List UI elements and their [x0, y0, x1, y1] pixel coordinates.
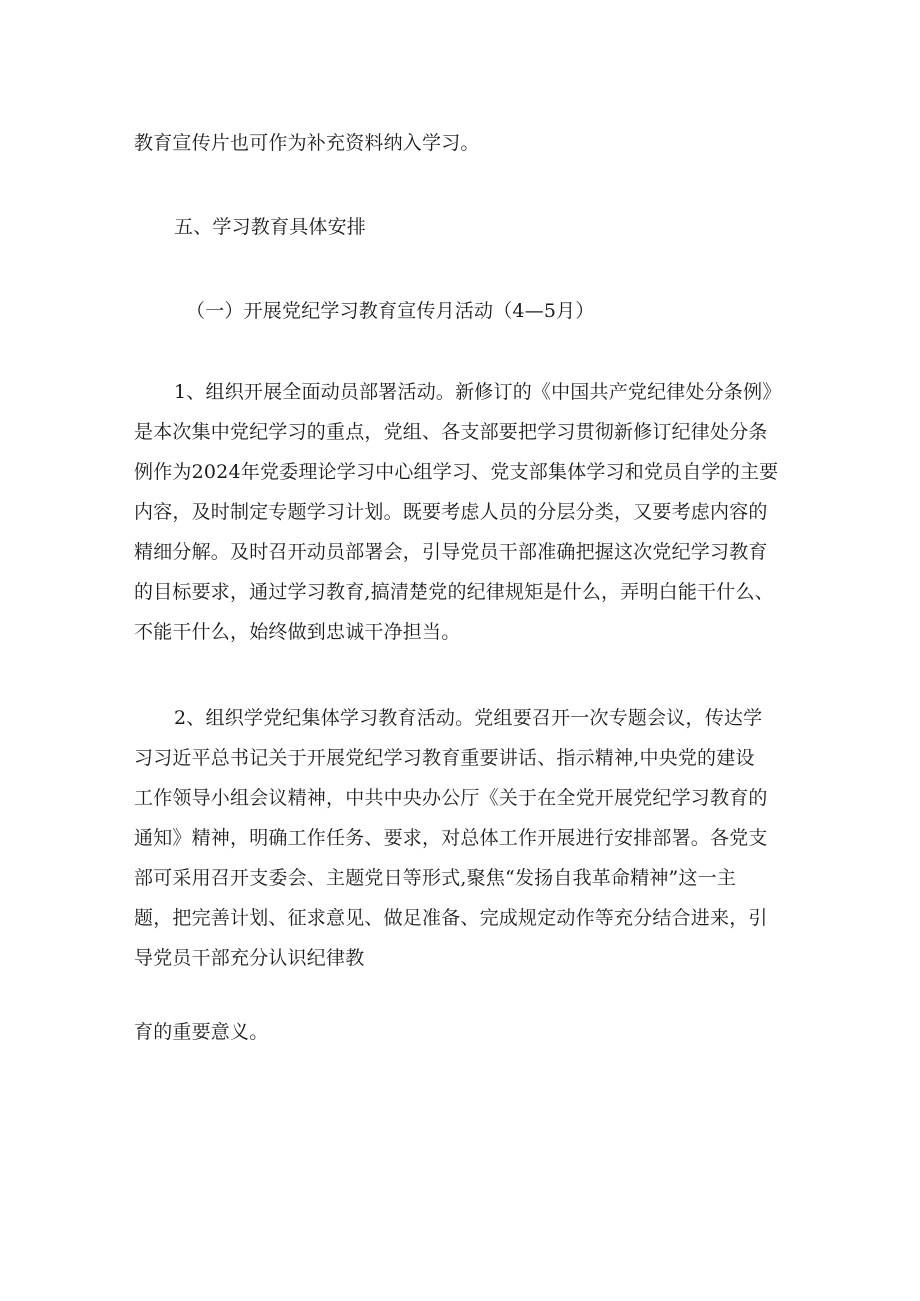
paragraph-line: 育的重要意义。	[134, 1021, 269, 1043]
paragraph-line: 精细分解。及时召开动员部署会，引导党员干部准确把握这次党纪学习教育	[134, 541, 768, 563]
paragraph-line: 导党员干部充分认识纪律教	[134, 947, 365, 969]
paragraph-line: 1、组织开展全面动员部署活动。新修订的《中国共产党纪律处分条例》	[174, 381, 782, 403]
paragraph-line: 部可采用召开支委会、主题党日等形式,聚焦“发扬自我革命精神”这一主	[134, 867, 737, 889]
paragraph-line: 题，把完善计划、征求意见、做足准备、完成规定动作等充分结合进来，引	[134, 907, 768, 929]
paragraph-line: 内容，及时制定专题学习计划。既要考虑人员的分层分类，又要考虑内容的	[134, 501, 768, 523]
paragraph-line: 通知》精神，明确工作任务、要求，对总体工作开展进行安排部署。各党支	[134, 827, 768, 849]
paragraph-line: 2、组织学党纪集体学习教育活动。党组要召开一次专题会议，传达学	[174, 707, 763, 729]
paragraph-line: 的目标要求，通过学习教育,搞清楚党的纪律规矩是什么，弄明白能干什么、	[134, 581, 774, 603]
paragraph-line: 教育宣传片也可作为补充资料纳入学习。	[134, 132, 480, 154]
paragraph-line: 工作领导小组会议精神，中共中央办公厅《关于在全党开展党纪学习教育的	[134, 787, 768, 809]
paragraph-line: 例作为2024年党委理论学习中心组学习、党支部集体学习和党员自学的主要	[134, 461, 779, 483]
subsection-heading: （一）开展党纪学习教育宣传月活动（4—5月）	[186, 300, 595, 322]
paragraph-line: 习习近平总书记关于开展党纪学习教育重要讲话、指示精神,中央党的建设	[134, 747, 755, 769]
section-heading: 五、学习教育具体安排	[174, 216, 367, 238]
paragraph-line: 不能干什么，始终做到忠诚干净担当。	[134, 621, 461, 643]
paragraph-line: 是本次集中党纪学习的重点，党组、各支部要把学习贯彻新修订纪律处分条	[134, 421, 768, 443]
